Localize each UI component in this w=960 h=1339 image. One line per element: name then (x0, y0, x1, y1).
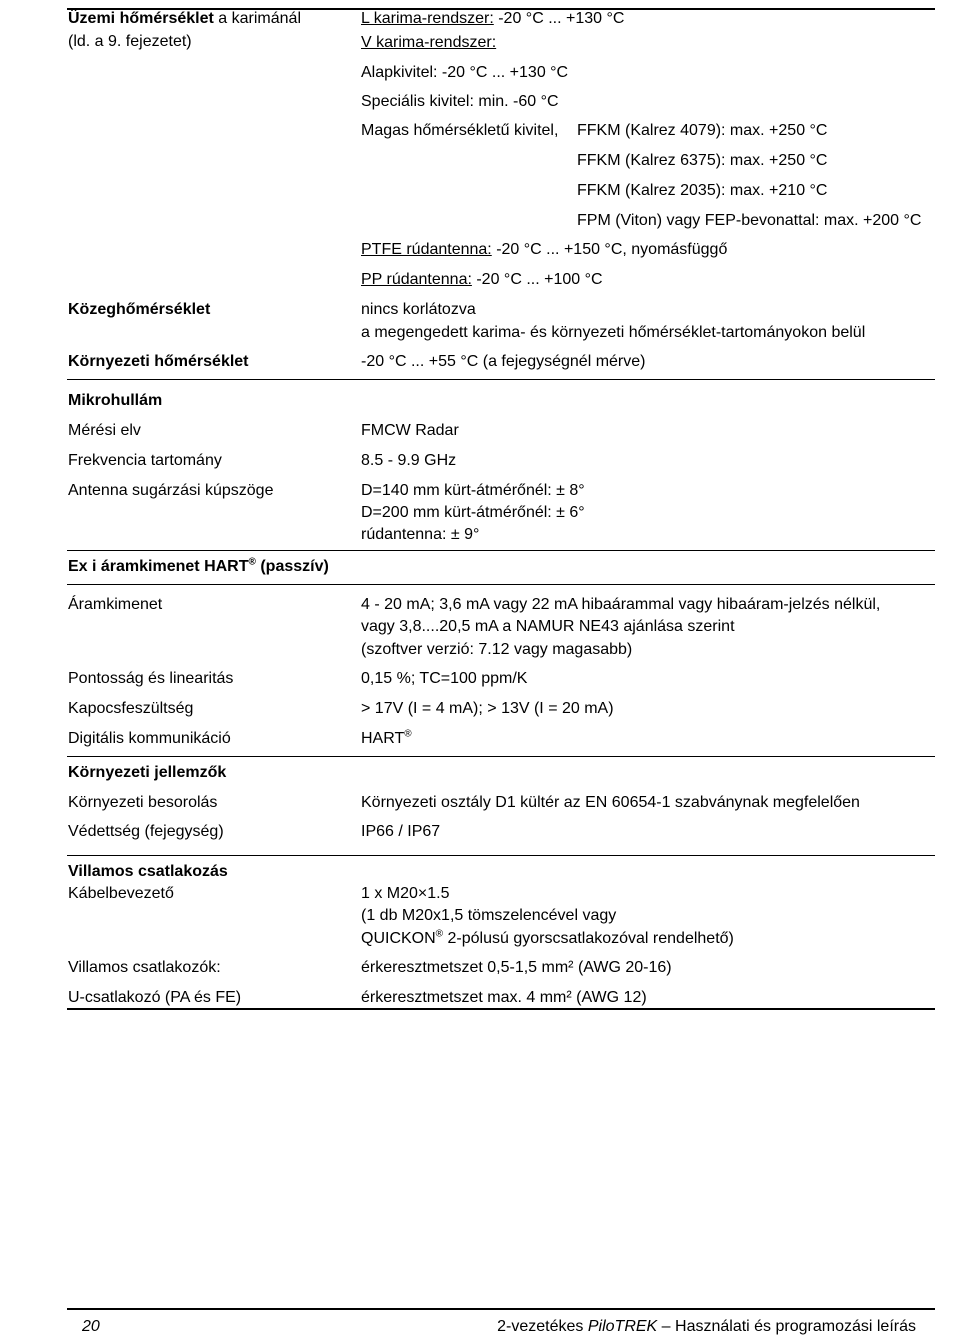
current-output-heading-suffix: (passzív) (255, 558, 329, 575)
registered-mark: ® (404, 728, 412, 740)
quickon-label: QUICKON (361, 930, 436, 947)
accuracy-value: 0,15 %; TC=100 ppm/K (361, 670, 528, 687)
basic-version: Alapkivitel: -20 °C ... +130 °C (361, 64, 569, 81)
voltage-label: Kapocsfeszültség (68, 700, 194, 717)
voltage-value: > 17V (I = 4 mA); > 13V (I = 20 mA) (361, 700, 614, 717)
v-flange-label: V karima-rendszer: (361, 34, 497, 51)
section-divider-2 (67, 550, 935, 551)
ffkm-2035: FFKM (Kalrez 2035): max. +210 °C (577, 182, 828, 199)
principle-value: FMCW Radar (361, 422, 459, 439)
footer-title-prefix: 2-vezetékes (497, 1318, 588, 1335)
output-label: Áramkimenet (68, 596, 163, 613)
environment-heading: Környezeti jellemzők (68, 764, 227, 781)
ffkm-6375: FFKM (Kalrez 6375): max. +250 °C (577, 152, 828, 169)
pp-antenna (361, 270, 603, 290)
cable-entry-1: 1 x M20×1.5 (361, 885, 450, 902)
registered-mark: ® (248, 556, 256, 568)
ptfe-antenna (361, 240, 727, 260)
section-divider-3 (67, 584, 935, 585)
u-terminal-label: U-csatlakozó (PA és FE) (68, 989, 242, 1006)
comm-value (361, 729, 412, 749)
terminals-label: Villamos csatlakozók: (68, 959, 221, 976)
beam-angle-200: D=200 mm kürt-átmérőnél: ± 6° (361, 504, 585, 521)
page-number: 20 (82, 1318, 100, 1335)
ptfe-range: -20 °C ... +150 °C, nyomásfüggő (491, 241, 728, 258)
high-temp-version: Magas hőmérsékletű kivitel, (361, 122, 559, 139)
footer-title-suffix: – Használati és programozási leírás (657, 1318, 916, 1335)
frequency-label: Frekvencia tartomány (68, 452, 222, 469)
accuracy-label: Pontosság és linearitás (68, 670, 234, 687)
protection-label: Védettség (fejegység) (68, 823, 224, 840)
env-class-value: Környezeti osztály D1 kültér az EN 60654-1 szabványnak megfelelően (361, 794, 860, 811)
op-temp-ref: (ld. a 9. fejezetet) (68, 33, 192, 50)
pp-range: -20 °C ... +100 °C (471, 271, 603, 288)
u-terminal-value: érkeresztmetszet max. 4 mm² (AWG 12) (361, 989, 647, 1006)
current-output-heading-text: Ex i áramkimenet HART (68, 558, 249, 575)
section-divider-5 (67, 855, 935, 856)
beam-angle-140: D=140 mm kürt-átmérőnél: ± 8° (361, 482, 585, 499)
op-temp-label-rest: a karimánál (213, 10, 301, 27)
op-temp-label-bold: Üzemi hőmérséklet (68, 10, 214, 27)
beam-angle-label: Antenna sugárzási kúpszöge (68, 482, 274, 499)
section-divider-4 (67, 756, 935, 757)
l-flange-label: L karima-rendszer: (361, 10, 494, 27)
current-output-heading (68, 557, 329, 577)
footer-rule (67, 1308, 935, 1310)
l-flange-range: -20 °C ... +130 °C (493, 10, 625, 27)
l-flange-value (361, 9, 624, 29)
footer-title (497, 1317, 916, 1337)
ffkm-4079: FFKM (Kalrez 4079): max. +250 °C (577, 122, 828, 139)
cable-entry-label: Kábelbevezető (68, 885, 174, 902)
footer-brand: PiloTREK (587, 1318, 658, 1335)
registered-mark: ® (435, 928, 444, 940)
ptfe-label: PTFE rúdantenna: (361, 241, 492, 258)
ambient-temp-label: Környezeti hőmérséklet (68, 353, 249, 370)
cable-entry-3 (361, 929, 734, 949)
medium-temp-label: Közeghőmérséklet (68, 301, 211, 318)
special-version: Speciális kivitel: min. -60 °C (361, 93, 559, 110)
fpm-viton: FPM (Viton) vagy FEP-bevonattal: max. +200 °C (577, 212, 922, 229)
beam-angle-rod: rúdantenna: ± 9° (361, 526, 480, 543)
cable-entry-2: (1 db M20x1,5 tömszelencével vagy (361, 907, 617, 924)
output-value-3: (szoftver verzió: 7.12 vagy magasabb) (361, 641, 633, 658)
electrical-heading: Villamos csatlakozás (68, 863, 228, 880)
terminals-value: érkeresztmetszet 0,5-1,5 mm² (AWG 20-16) (361, 959, 672, 976)
principle-label: Mérési elv (68, 422, 141, 439)
env-class-label: Környezeti besorolás (68, 794, 218, 811)
output-value-2: vagy 3,8....20,5 mA a NAMUR NE43 ajánlása szerint (361, 618, 735, 635)
protection-value: IP66 / IP67 (361, 823, 441, 840)
comm-value-text: HART (361, 730, 405, 747)
op-temp-label (68, 9, 301, 29)
pp-label: PP rúdantenna: (361, 271, 472, 288)
quickon-rest: 2-pólusú gyorscsatlakozóval rendelhető) (443, 930, 734, 947)
comm-label: Digitális kommunikáció (68, 730, 231, 747)
ambient-temp-value: -20 °C ... +55 °C (a fejegységnél mérve) (361, 353, 646, 370)
section-divider-1 (67, 379, 935, 380)
medium-temp-value-1: nincs korlátozva (361, 301, 476, 318)
medium-temp-value-2: a megengedett karima- és környezeti hőmérséklet-tartományokon belül (361, 324, 866, 341)
microwave-heading: Mikrohullám (68, 392, 163, 409)
output-value-1: 4 - 20 mA; 3,6 mA vagy 22 mA hibaárammal vagy hibaáram-jelzés nélkül, (361, 596, 881, 613)
frequency-value: 8.5 - 9.9 GHz (361, 452, 457, 469)
